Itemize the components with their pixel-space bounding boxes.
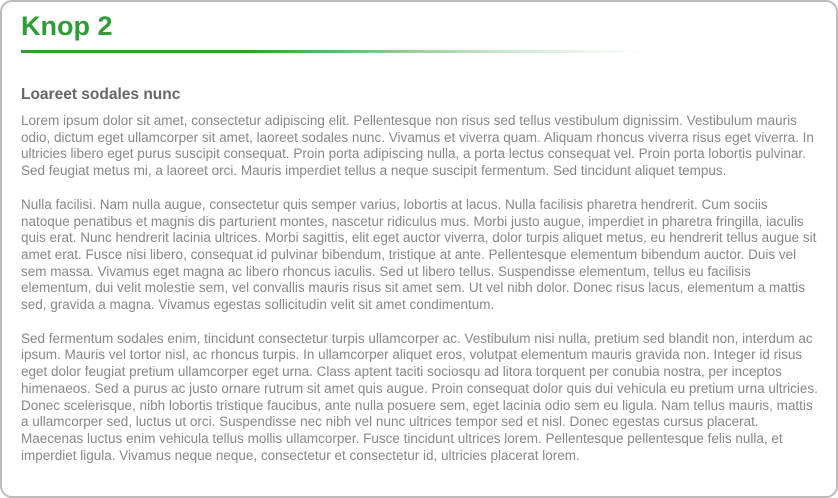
section-heading: Loareet sodales nunc [21, 86, 181, 103]
page-title: Knop 2 [21, 11, 113, 41]
article-body [2, 86, 836, 464]
body-paragraph-3: Sed fermentum sodales enim, tincidunt consectetur turpis ullamcorper ac. Vestibulum nisi nulla, pretium sed blandit non, interdum ac ipsum. Mauris vel tortor nisl, ac rhoncus turpis. In ullamcorper aliquet eros, volutpat elementum mauris gravida non. Integer id risus eget dolor feugiat pretium ullamcorper eget urna. Class aptent taciti sociosqu ad litora torquent per conubia nostra, per inceptos himenaeos. Sed a purus ac justo ornare rutrum sit amet quis augue. Proin consequat dolor quis dui vehicula eu pretium urna ultricies. Donec scelerisque, nibh lobortis tristique faucibus, ante nulla posuere sem, eget lacinia odio sem eu ligula. Nam tellus mauris, mattis a ullamcorper sed, luctus ut orci. Suspendisse nec nibh vel nunc ultrices tempor sed et nisl. Donec egestas cursus placerat. Maecenas luctus enim vehicula tellus mollis ullamcorper. Fusce tincidunt ultrices lorem. Pellentesque pellentesque felis nulla, et imperdiet ligula. Vivamus neque neque, consectetur et consectetur id, ultricies placerat lorem. [21, 330, 818, 463]
body-paragraph-2: Nulla facilisi. Nam nulla augue, consectetur quis semper varius, lobortis at lacus. Nulla facilisis pharetra hendrerit. Cum sociis natoque penatibus et magnis dis parturient montes, nascetur ridiculus mus. Morbi justo augue, imperdiet in pharetra fringilla, iaculis quis erat. Nunc hendrerit lacinia ultrices. Morbi sagittis, elit eget auctor viverra, dolor turpis aliquet metus, eu hendrerit tellus augue sit amet erat. Fusce nisi libero, consequat id pulvinar bibendum, tristique at ante. Pellentesque elementum bibendum auctor. Duis vel sem massa. Vivamus eget magna ac libero rhoncus iaculis. Sed ut libero tellus. Suspendisse elementum, tellus eu facilisis elementum, dui velit molestie sem, vel convallis mauris risus sit amet sem. Ut vel nibh dolor. Donec risus lacus, elementum a mattis sed, gravida a magna. Vivamus egestas sollicitudin velit sit amet condimentum. [21, 196, 817, 313]
title-underline-rule [21, 50, 818, 53]
body-paragraph-1: Lorem ipsum dolor sit amet, consectetur adipiscing elit. Pellentesque non risus sed tellus vestibulum dignissim. Vestibulum mauris odio, dictum eget ullamcorper sit amet, laoreet sodales nunc. Vivamus et viverra quam. Aliquam rhoncus viverra risus eget viverra. In ultricies libero eget purus suscipit consequat. Proin porta adipiscing nulla, a porta lectus consequat vel. Proin porta lobortis pulvinar. Sed feugiat metus mi, a laoreet orci. Mauris imperdiet tellus a neque suscipit fermentum. Sed tincidunt aliquet tempus. [21, 113, 814, 179]
